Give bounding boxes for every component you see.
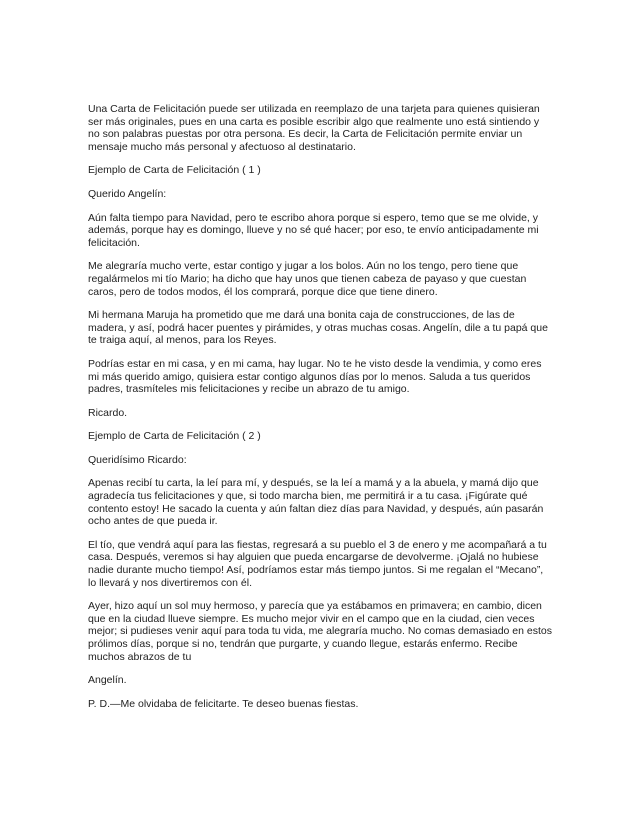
letter-2-paragraph: Ayer, hizo aquí un sol muy hermoso, y parecía que ya estábamos en primavera; en cambio, dicen que en la ciudad llueve siempre. Es mucho mejor vivir en el campo que en la ciudad, cien veces mejor; si pudieses venir aquí para toda tu vida, me alegraría mucho. No comas demasiado en estos prólimos días, porque si no, tendrán que purgarte, y cuando llegue, estarás enfermo. Recibe muchos abrazos de tu xyxy=(88,600,552,663)
letter-2-paragraph: Apenas recibí tu carta, la leí para mí, y después, se la leí a mamá y a la abuela, y mamá dijo que agradecía tus felicitaciones y que, si todo marcha bien, me permitirá ir a tu casa. ¡Figúrate qué contento estoy! He sacado la cuenta y aún faltan diez días para Navidad, y después, aún pasarán ocho antes de que pueda ir. xyxy=(88,477,544,528)
example-heading-2: Ejemplo de Carta de Felicitación ( 2 ) xyxy=(88,430,261,443)
letter-1-paragraph: Aún falta tiempo para Navidad, pero te escribo ahora porque si espero, temo que se me olvide, y además, porque hay es domingo, llueve y no sé qué hacer; por eso, te envío anticipadamente mi felicitación. xyxy=(88,211,539,249)
letter-2-postscript: P. D.—Me olvidaba de felicitarte. Te deseo buenas fiestas. xyxy=(88,697,359,710)
letter-2-signature: Angelín. xyxy=(88,674,127,687)
letter-2-paragraph: El tío, que vendrá aquí para las fiestas, regresará a su pueblo el 3 de enero y me acompañará a tu casa. Después, veremos si hay alguien que pueda encargarse de devolverme. ¡Ojalá no hubiese nadie durante mucho tiempo! Así, podríamos estar más tiempo juntos. Si me regalan el “Mecano”, lo llevará y nos divertiremos con él. xyxy=(88,538,547,589)
letter-1-signature: Ricardo. xyxy=(88,406,128,419)
letter-1-paragraph: Podrías estar en mi casa, y en mi cama, hay lugar. No te he visto desde la vendimia, y como eres mi más querido amigo, quisiera estar contigo algunos días por lo menos. Saluda a tus queridos padres, trasmíteles mis felicitaciones y recibe un abrazo de tu amigo. xyxy=(88,357,542,396)
letter-2-salutation: Queridísimo Ricardo: xyxy=(88,453,187,466)
example-heading-1: Ejemplo de Carta de Felicitación ( 1 ) xyxy=(88,164,261,177)
letter-1-salutation: Querido Angelín: xyxy=(88,187,167,200)
intro-paragraph: Una Carta de Felicitación puede ser utilizada en reemplazo de una tarjeta para quienes quisieran ser más originales, pues en una carta es posible escribir algo que realmente uno está sintiendo y no son palabras puestas por otra persona. Es decir, la Carta de Felicitación permite enviar un mensaje mucho más personal y afectuoso al destinatario. xyxy=(88,103,540,153)
document-body xyxy=(88,103,552,710)
letter-1-paragraph: Mi hermana Maruja ha prometido que me dará una bonita caja de construcciones, de las de madera, y así, podrá hacer puentes y pirámides, y otras muchas cosas. Angelín, dile a tu papá que te traiga aquí, al menos, para los Reyes. xyxy=(88,309,548,347)
letter-1-paragraph: Me alegraría mucho verte, estar contigo y jugar a los bolos. Aún no los tengo, pero tiene que regalármelos mi tío Mario; ha dicho que hay unos que tienen cabeza de payaso y que cuestan caros, pero de todos modos, él los comprará, porque dice que tiene dinero. xyxy=(88,260,527,298)
